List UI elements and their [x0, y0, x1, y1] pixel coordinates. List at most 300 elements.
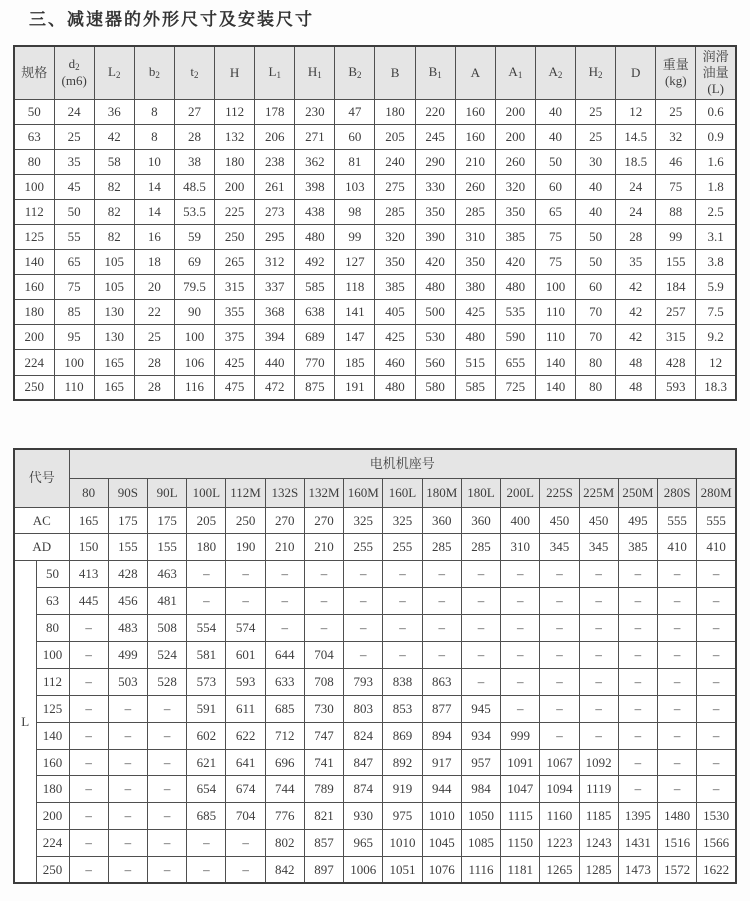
table-cell: –	[187, 857, 226, 884]
table-cell: 80	[576, 350, 616, 375]
table-cell: –	[226, 588, 265, 615]
table-cell: 984	[461, 776, 500, 803]
table-cell: 175	[147, 507, 186, 534]
table-cell: 240	[375, 149, 415, 174]
table-cell: 270	[304, 507, 343, 534]
table2-header-row	[14, 449, 736, 478]
table-cell: 874	[344, 776, 383, 803]
table-cell: 160	[455, 99, 495, 124]
table-cell: –	[226, 830, 265, 857]
table-cell: 310	[455, 224, 495, 249]
table-cell: 46	[656, 149, 696, 174]
table-cell: 85	[54, 300, 94, 325]
table-cell: 1431	[618, 830, 657, 857]
table-cell: 184	[656, 275, 696, 300]
table-cell: 16	[134, 224, 174, 249]
table-cell: 492	[295, 250, 335, 275]
table-cell: 554	[187, 615, 226, 642]
table-cell: –	[540, 588, 579, 615]
table-cell: –	[618, 776, 657, 803]
table1-header-cell: $L_2$	[94, 46, 134, 99]
motor-frame-table	[13, 448, 737, 884]
table2-row	[14, 561, 736, 588]
table-cell: 770	[295, 350, 335, 375]
table-cell: –	[226, 857, 265, 884]
table-cell: 48	[616, 350, 656, 375]
table-cell: 10	[134, 149, 174, 174]
table1-header-cell: $B_2$	[335, 46, 375, 99]
table2-row	[14, 803, 736, 830]
size-label-cell: 80	[36, 615, 69, 642]
table-cell: –	[108, 776, 147, 803]
table-cell: 50	[576, 224, 616, 249]
table-cell: 225	[215, 199, 255, 224]
table-cell: –	[344, 615, 383, 642]
table-cell: 475	[215, 375, 255, 400]
table-cell: 1092	[579, 749, 618, 776]
table-cell: 350	[415, 199, 455, 224]
table-cell: 747	[304, 722, 343, 749]
table-cell: –	[422, 588, 461, 615]
table-cell: 508	[147, 615, 186, 642]
table-cell: 36	[94, 99, 134, 124]
table-cell: –	[147, 749, 186, 776]
table-cell: 345	[540, 534, 579, 561]
table-cell: 200	[495, 124, 535, 149]
table-cell: 1223	[540, 830, 579, 857]
table-cell: 1530	[697, 803, 736, 830]
table-cell: 28	[174, 124, 214, 149]
table-cell: 42	[616, 325, 656, 350]
table-cell: 315	[656, 325, 696, 350]
size-label-cell: 224	[36, 830, 69, 857]
table-cell: 180	[375, 99, 415, 124]
table-cell: 1067	[540, 749, 579, 776]
table-cell: 380	[455, 275, 495, 300]
table-cell: 40	[535, 124, 575, 149]
table-cell: –	[540, 641, 579, 668]
table-cell: –	[579, 722, 618, 749]
size-label-cell: 180	[36, 776, 69, 803]
table-cell: 5.9	[696, 275, 736, 300]
table1-row	[14, 174, 736, 199]
table-cell: –	[108, 722, 147, 749]
table-cell: 105	[94, 275, 134, 300]
table-cell: 80	[14, 149, 54, 174]
table-cell: 55	[54, 224, 94, 249]
table-cell: 79.5	[174, 275, 214, 300]
table-cell: 499	[108, 641, 147, 668]
table-cell: 793	[344, 668, 383, 695]
table-cell: 480	[375, 375, 415, 400]
table-cell: 1006	[344, 857, 383, 884]
table-cell: 945	[461, 695, 500, 722]
table-cell: 147	[335, 325, 375, 350]
table-cell: 585	[455, 375, 495, 400]
table1-header-cell: $H_2$	[576, 46, 616, 99]
table-cell: –	[697, 749, 736, 776]
table1-header-cell: 重量 (kg)	[656, 46, 696, 99]
table-cell: 337	[255, 275, 295, 300]
table-cell: 1572	[658, 857, 697, 884]
table1-row	[14, 224, 736, 249]
table-cell: 165	[94, 375, 134, 400]
table-cell: –	[658, 776, 697, 803]
table-cell: –	[108, 749, 147, 776]
table-cell: –	[304, 588, 343, 615]
table-cell: 483	[108, 615, 147, 642]
table-cell: –	[147, 776, 186, 803]
table-cell: 515	[455, 350, 495, 375]
table-cell: 42	[616, 300, 656, 325]
table-cell: 350	[375, 250, 415, 275]
table-cell: 385	[495, 224, 535, 249]
table-cell: 385	[375, 275, 415, 300]
table-cell: –	[697, 588, 736, 615]
table-cell: 75	[54, 275, 94, 300]
table-cell: –	[187, 830, 226, 857]
table-cell: 638	[295, 300, 335, 325]
table-cell: 206	[255, 124, 295, 149]
table2-motor-sizes-row	[14, 478, 736, 507]
table-cell: 40	[576, 174, 616, 199]
table-cell: 847	[344, 749, 383, 776]
motor-column-header: 225S	[540, 478, 579, 507]
table-cell: 40	[576, 199, 616, 224]
table-cell: 70	[576, 325, 616, 350]
table-cell: –	[422, 641, 461, 668]
table-cell: 585	[295, 275, 335, 300]
table-cell: 260	[495, 149, 535, 174]
table-cell: 1076	[422, 857, 461, 884]
table-cell: 47	[335, 99, 375, 124]
table-cell: 310	[501, 534, 540, 561]
table-cell: 48	[616, 375, 656, 400]
table-cell: 75	[535, 224, 575, 249]
table-cell: –	[697, 722, 736, 749]
table-cell: 190	[226, 534, 265, 561]
table2-row	[14, 722, 736, 749]
code-header-cell: 代号	[14, 449, 69, 507]
table-cell: 24	[54, 99, 94, 124]
table-cell: 560	[415, 350, 455, 375]
table-cell: 875	[295, 375, 335, 400]
table-cell: 704	[304, 641, 343, 668]
table-cell: –	[461, 588, 500, 615]
table-cell: 255	[344, 534, 383, 561]
table-cell: –	[618, 641, 657, 668]
table-cell: 205	[187, 507, 226, 534]
table-cell: 420	[495, 250, 535, 275]
table-cell: –	[579, 615, 618, 642]
table-cell: 999	[501, 722, 540, 749]
table-cell: 1116	[461, 857, 500, 884]
table-cell: 165	[94, 350, 134, 375]
table-cell: 1566	[697, 830, 736, 857]
table-cell: 325	[344, 507, 383, 534]
table-cell: –	[618, 695, 657, 722]
table-cell: –	[304, 561, 343, 588]
table-cell: 1085	[461, 830, 500, 857]
table1-row	[14, 199, 736, 224]
table-cell: –	[265, 615, 304, 642]
table-cell: 530	[415, 325, 455, 350]
table-cell: 674	[226, 776, 265, 803]
table-cell: 320	[495, 174, 535, 199]
table-cell: 238	[255, 149, 295, 174]
table-cell: 1119	[579, 776, 618, 803]
table-cell: 360	[422, 507, 461, 534]
table-cell: 375	[215, 325, 255, 350]
table-cell: 1516	[658, 830, 697, 857]
table1-row	[14, 250, 736, 275]
table-cell: –	[383, 588, 422, 615]
table-cell: 450	[540, 507, 579, 534]
table-cell: 88	[656, 199, 696, 224]
table-cell: 390	[415, 224, 455, 249]
dimensions-table	[13, 45, 737, 401]
table1-header-cell: D	[616, 46, 656, 99]
table-cell: –	[618, 561, 657, 588]
table1-header-row	[14, 46, 736, 99]
table-cell: 362	[295, 149, 335, 174]
size-label-cell: 63	[36, 588, 69, 615]
table1-header-cell: $A_2$	[535, 46, 575, 99]
table-cell: 8	[134, 99, 174, 124]
table-cell: 1094	[540, 776, 579, 803]
table-cell: 82	[94, 224, 134, 249]
table-cell: 38	[174, 149, 214, 174]
table2-row	[14, 776, 736, 803]
table-cell: 200	[495, 99, 535, 124]
table-cell: 574	[226, 615, 265, 642]
table-cell: 245	[415, 124, 455, 149]
table-cell: –	[108, 857, 147, 884]
table-cell: 440	[255, 350, 295, 375]
table-cell: –	[265, 561, 304, 588]
table-cell: –	[69, 641, 108, 668]
table-cell: –	[461, 641, 500, 668]
motor-column-header: 180M	[422, 478, 461, 507]
table-cell: –	[108, 803, 147, 830]
table-cell: 495	[618, 507, 657, 534]
table-cell: 270	[265, 507, 304, 534]
table-cell: –	[304, 615, 343, 642]
table-cell: –	[187, 561, 226, 588]
table-cell: 481	[147, 588, 186, 615]
table-cell: 14.5	[616, 124, 656, 149]
table-cell: 919	[383, 776, 422, 803]
table-cell: 1160	[540, 803, 579, 830]
table-cell: 472	[255, 375, 295, 400]
table-cell: 230	[295, 99, 335, 124]
table-cell: 1395	[618, 803, 657, 830]
table-cell: 1050	[461, 803, 500, 830]
motor-column-header: 280S	[658, 478, 697, 507]
table-cell: 897	[304, 857, 343, 884]
table-cell: 789	[304, 776, 343, 803]
table-cell: 877	[422, 695, 461, 722]
table-cell: –	[69, 803, 108, 830]
table-cell: 200	[14, 325, 54, 350]
table-cell: 428	[656, 350, 696, 375]
table-cell: 3.1	[696, 224, 736, 249]
table-cell: –	[69, 668, 108, 695]
table-cell: –	[697, 776, 736, 803]
table1-header-cell: $L_1$	[255, 46, 295, 99]
table-cell: 260	[455, 174, 495, 199]
table-cell: 894	[422, 722, 461, 749]
table-cell: 593	[656, 375, 696, 400]
table-cell: 438	[295, 199, 335, 224]
table-cell: 70	[576, 300, 616, 325]
table-cell: 65	[54, 250, 94, 275]
table-cell: 80	[576, 375, 616, 400]
table-cell: 261	[255, 174, 295, 199]
table-cell: 140	[14, 250, 54, 275]
table-cell: 1010	[422, 803, 461, 830]
table1-header-cell: $H_1$	[295, 46, 335, 99]
table-cell: 105	[94, 250, 134, 275]
table-cell: –	[658, 641, 697, 668]
table-cell: 106	[174, 350, 214, 375]
table-cell: 99	[656, 224, 696, 249]
table-cell: 141	[335, 300, 375, 325]
size-label-cell: 140	[36, 722, 69, 749]
table2-row	[14, 830, 736, 857]
table-cell: 413	[69, 561, 108, 588]
table-cell: –	[383, 641, 422, 668]
table-cell: 285	[375, 199, 415, 224]
table-cell: –	[69, 857, 108, 884]
table-cell: 821	[304, 803, 343, 830]
table-cell: –	[383, 615, 422, 642]
table-cell: 460	[375, 350, 415, 375]
table-cell: 685	[187, 803, 226, 830]
table-cell: 803	[344, 695, 383, 722]
motor-column-header: 100L	[187, 478, 226, 507]
table-cell: 655	[495, 350, 535, 375]
table-cell: –	[69, 830, 108, 857]
table-cell: 350	[495, 199, 535, 224]
table-cell: 165	[69, 507, 108, 534]
table-cell: –	[69, 615, 108, 642]
table-cell: 132	[215, 124, 255, 149]
size-label-cell: 160	[36, 749, 69, 776]
size-label-cell: 100	[36, 641, 69, 668]
table-cell: 127	[335, 250, 375, 275]
table-cell: 704	[226, 803, 265, 830]
table-cell: 59	[174, 224, 214, 249]
table-cell: 463	[147, 561, 186, 588]
table-cell: 320	[375, 224, 415, 249]
table1-row	[14, 325, 736, 350]
table-cell: –	[697, 668, 736, 695]
table-cell: –	[147, 830, 186, 857]
table-cell: –	[344, 561, 383, 588]
table-cell: 555	[697, 507, 736, 534]
table-cell: 178	[255, 99, 295, 124]
table1-header-cell: $B_1$	[415, 46, 455, 99]
size-label-cell: 112	[36, 668, 69, 695]
motor-column-header: 90S	[108, 478, 147, 507]
table-cell: –	[697, 641, 736, 668]
table2-row	[14, 588, 736, 615]
table-cell: 425	[215, 350, 255, 375]
table-cell: 573	[187, 668, 226, 695]
table-cell: 25	[54, 124, 94, 149]
table-cell: 591	[187, 695, 226, 722]
table-cell: –	[540, 668, 579, 695]
table-cell: 944	[422, 776, 461, 803]
table-cell: 503	[108, 668, 147, 695]
table-cell: 685	[265, 695, 304, 722]
table-cell: 255	[383, 534, 422, 561]
table-cell: –	[461, 668, 500, 695]
table2-row	[14, 749, 736, 776]
table-cell: 802	[265, 830, 304, 857]
table-cell: 1045	[422, 830, 461, 857]
table-cell: 1185	[579, 803, 618, 830]
table-cell: 633	[265, 668, 304, 695]
table-cell: 69	[174, 250, 214, 275]
motor-column-header: 225M	[579, 478, 618, 507]
table-cell: –	[69, 749, 108, 776]
table-cell: 1150	[501, 830, 540, 857]
table-cell: –	[265, 588, 304, 615]
table-cell: –	[618, 749, 657, 776]
table-cell: 689	[295, 325, 335, 350]
table1-row	[14, 375, 736, 400]
motor-column-header: 160M	[344, 478, 383, 507]
table-cell: 601	[226, 641, 265, 668]
table-cell: –	[579, 561, 618, 588]
table-cell: 480	[295, 224, 335, 249]
table-cell: 535	[495, 300, 535, 325]
table-cell: 25	[576, 124, 616, 149]
table-cell: –	[540, 561, 579, 588]
table-cell: 18.3	[696, 375, 736, 400]
table-cell: 869	[383, 722, 422, 749]
table-cell: –	[658, 588, 697, 615]
table-cell: –	[540, 695, 579, 722]
table-cell: –	[69, 776, 108, 803]
table-cell: 0.6	[696, 99, 736, 124]
table-cell: 1473	[618, 857, 657, 884]
table-cell: 185	[335, 350, 375, 375]
table-cell: 250	[226, 507, 265, 534]
table-cell: 285	[461, 534, 500, 561]
table-cell: 744	[265, 776, 304, 803]
table-cell: 863	[422, 668, 461, 695]
table-cell: –	[658, 722, 697, 749]
table-cell: –	[658, 695, 697, 722]
table-cell: 155	[656, 250, 696, 275]
table-cell: 611	[226, 695, 265, 722]
table-cell: 290	[415, 149, 455, 174]
table-cell: 110	[535, 325, 575, 350]
motor-frame-header-cell: 电机机座号	[69, 449, 736, 478]
size-label-cell: 50	[36, 561, 69, 588]
table-cell: 602	[187, 722, 226, 749]
table-cell: 425	[375, 325, 415, 350]
table-cell: 696	[265, 749, 304, 776]
motor-column-header: 132S	[265, 478, 304, 507]
table-cell: –	[501, 695, 540, 722]
table-cell: 271	[295, 124, 335, 149]
motor-column-header: 80	[69, 478, 108, 507]
table-cell: 368	[255, 300, 295, 325]
